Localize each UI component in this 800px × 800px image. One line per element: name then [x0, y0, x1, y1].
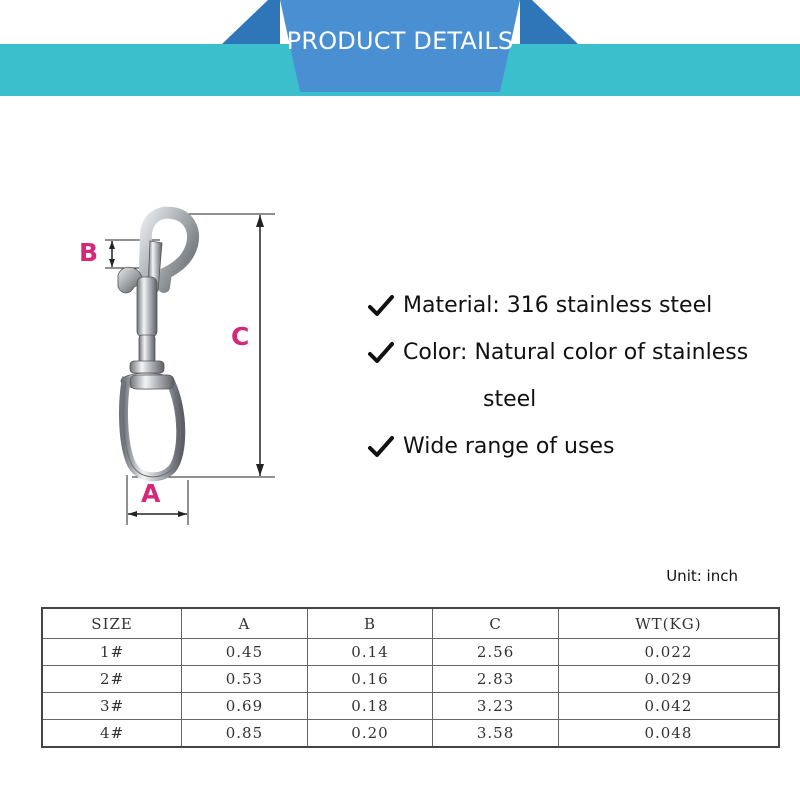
table-cell: 0.45 — [182, 639, 308, 666]
table-cell: 0.029 — [558, 666, 778, 693]
feature-item-uses — [365, 423, 795, 470]
feature-text: Material: 316 stainless steel — [403, 293, 713, 318]
table-row — [43, 693, 779, 720]
table-cell: 3# — [43, 693, 182, 720]
spec-table — [42, 608, 779, 747]
dimension-label-a: A — [141, 479, 161, 508]
header-c: C — [433, 609, 559, 639]
feature-text: Color: Natural color of stainless — [403, 340, 749, 365]
table-cell: 0.14 — [307, 639, 433, 666]
feature-item-material — [365, 282, 795, 329]
table-row — [43, 639, 779, 666]
check-icon — [367, 282, 395, 329]
table-cell: 0.16 — [307, 666, 433, 693]
table-row — [43, 720, 779, 747]
table-header-row — [43, 609, 779, 639]
table-cell: 2.83 — [433, 666, 559, 693]
product-diagram — [60, 195, 300, 540]
table-cell: 4# — [43, 720, 182, 747]
table-cell: 0.18 — [307, 693, 433, 720]
unit-note: Unit: inch — [666, 567, 738, 585]
table-cell: 2# — [43, 666, 182, 693]
check-icon — [367, 329, 395, 376]
table-cell: 0.53 — [182, 666, 308, 693]
table-cell: 0.20 — [307, 720, 433, 747]
table-cell: 2.56 — [433, 639, 559, 666]
feature-text: Wide range of uses — [403, 434, 615, 459]
dimension-label-b: B — [79, 238, 99, 267]
table-cell: 3.58 — [433, 720, 559, 747]
feature-item-color — [365, 329, 795, 423]
check-icon — [367, 423, 395, 470]
table-cell: 0.69 — [182, 693, 308, 720]
table-cell: 1# — [43, 639, 182, 666]
table-cell: 3.23 — [433, 693, 559, 720]
header-a: A — [182, 609, 308, 639]
feature-list — [365, 282, 795, 470]
header-size: SIZE — [43, 609, 182, 639]
table-cell: 0.85 — [182, 720, 308, 747]
feature-text-continuation: steel — [483, 387, 537, 412]
banner-title: PRODUCT DETAILS — [286, 27, 514, 55]
table-cell: 0.022 — [558, 639, 778, 666]
table-cell: 0.042 — [558, 693, 778, 720]
table-cell: 0.048 — [558, 720, 778, 747]
table-row — [43, 666, 779, 693]
header-weight: WT(KG) — [558, 609, 778, 639]
dimension-label-c: C — [231, 322, 250, 351]
header-b: B — [307, 609, 433, 639]
